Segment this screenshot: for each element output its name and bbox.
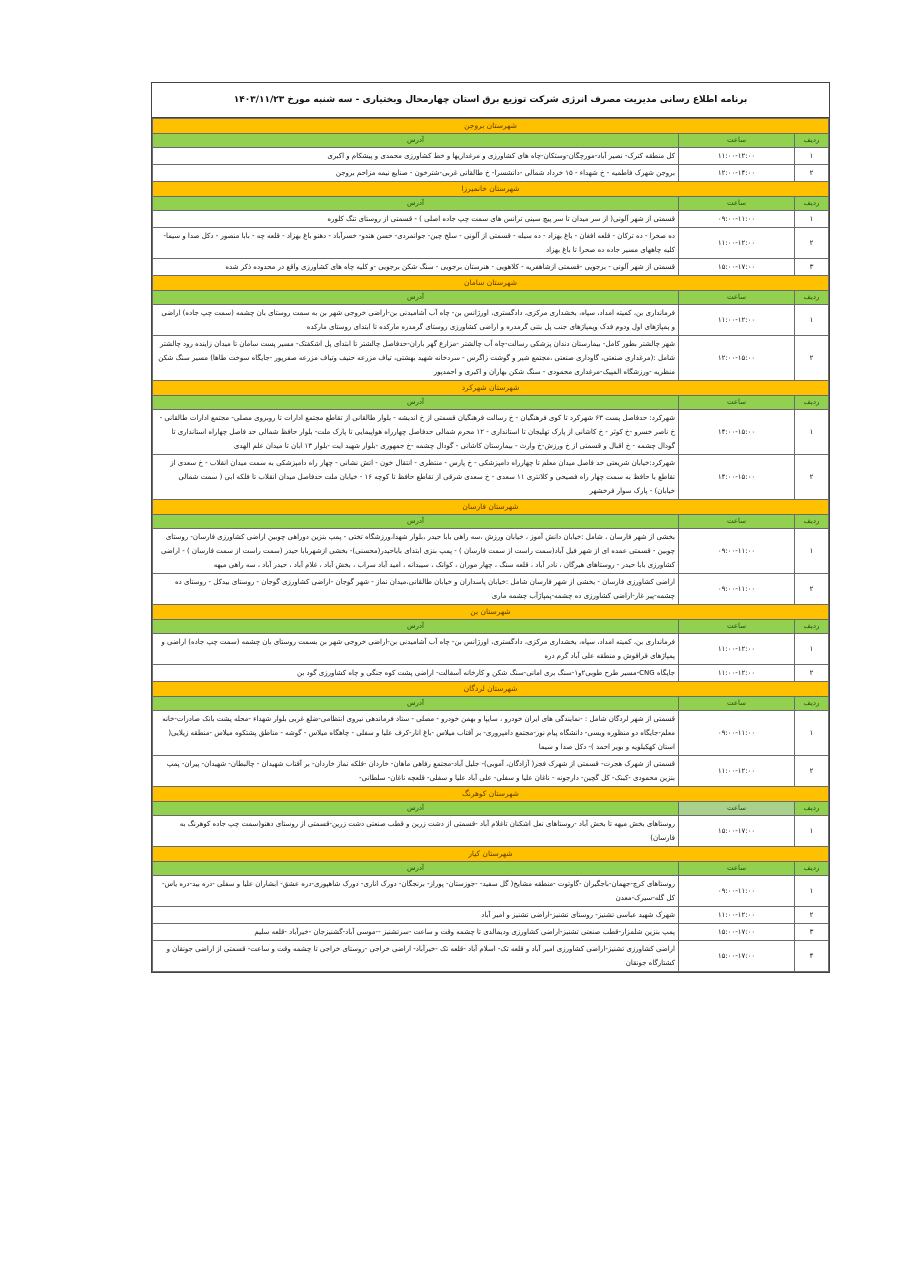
outage-time: ۱۱:۰۰-۱۲:۰۰ [679, 148, 795, 165]
county-name: شهرستان فارسان [153, 500, 829, 515]
col-header-time: ساعت [679, 396, 795, 410]
outage-time: ۱۲:۰۰-۱۴:۰۰ [679, 165, 795, 182]
county-row [153, 682, 829, 697]
col-header-time: ساعت [679, 620, 795, 634]
table-row [153, 924, 829, 941]
county-row [153, 276, 829, 291]
outage-time: ۱۱:۰۰-۱۲:۰۰ [679, 756, 795, 787]
outage-address: بروجن شهرک فاطمیه - خ شهداء - ۱۵ خرداد شمالی -دانشسرا- خ طالقانی غربی-شترخون - صنایع نیمه مزاحم بروجن [153, 165, 679, 182]
table-row [153, 165, 829, 182]
row-number: ۱ [795, 876, 829, 907]
column-header-row [153, 862, 829, 876]
county-name: شهرستان بروجن [153, 119, 829, 134]
table-row [153, 941, 829, 972]
outage-time: ۰۹:۰۰-۱۱:۰۰ [679, 711, 795, 756]
table-row [153, 336, 829, 381]
col-header-address: آدرس [153, 697, 679, 711]
col-header-address: آدرس [153, 396, 679, 410]
outage-address: بخشی از شهر فارسان ، شامل :خیابان دانش آموز ، خیابان ورزش ،سه راهی بابا حیدر ،بلوار شهدا،ورزشگاه تختی - پمپ بنزین دوراهی چوبین اراضی کشاورزی فارسان- روستای چوبین - قسمتی عمده ای از شهر فیل آباد(سمت راست از سمت فارسان ) - پمپ بنزی ابتدای باباحیدر(محسنی)- بخشی ازشهربابا حیدر (سمت راست از سمت فارسان ) - اراضی کشاورزی بابا حیدر - روستاهای هیرگان ، نادر آباد ، قلعه سنگ ، چهار موران ، کوانک ، سیبدانه ، امید آباد سراب ، بخش آباد ، غلام آباد ، حیدر آباد ، سه راهی میهه [153, 529, 679, 574]
county-name: شهرستان کوهرنگ [153, 787, 829, 802]
table-row [153, 410, 829, 455]
outage-time: ۱۱:۰۰-۱۲:۰۰ [679, 907, 795, 924]
table-row [153, 634, 829, 665]
outage-address: جایگاه CNG-مسیر طرح طوبی۲و۱-سنگ بری امانی-سنگ شکن و کارخانه آسفالت- اراضی پشت کوه جنگی و چاه کشاورزی گود بن [153, 665, 679, 682]
column-header-row [153, 620, 829, 634]
column-header-row [153, 197, 829, 211]
county-row [153, 500, 829, 515]
outage-address: قسمتی از شهر لردگان شامل : -نمایندگی های ایران خودرو ، سایپا و بهمن خودرو - مصلی - ستاد فرماندهی نیروی انتظامی-ضلع غربی بلوار شهداء -محله پشت بانک صادرات-خانه معلم-جایگاه دو منظوره ویسی- دانشگاه پیام نور-مجتمع دامپروری- بر آفتاب میلاس -باغ انار-کرف علیا و سفلی - چاهگاه میلاس - گوشه - مناطق پشتکوه میلاس -منطقه زیلایی( استان کهکیلویه و بویر احمد )- دکل صدا و سیما [153, 711, 679, 756]
row-number: ۲ [795, 665, 829, 682]
outage-address: قسمتی از شهر آلونی - برجویی -قسمتی ازشاهفریه - کلاهویی - هنرستان برجویی - سنگ شکن برجویی -و کلیه چاه های کشاورزی واقع در محدوده ذکر شده [153, 259, 679, 276]
row-number: ۲ [795, 907, 829, 924]
outage-time: ۱۵:۰۰-۱۷:۰۰ [679, 941, 795, 972]
outage-address: اراضی کشاورزی تشنیز-اراضی کشاورزی امیر آباد و قلعه تک- اسلام آباد -قلعه تک -خیرآباد- اراضی خراجی -روستای خراجی تا چشمه وقت و ساعت- قسمتی از اراضی جونقان و کشتارگاه جونقان [153, 941, 679, 972]
table-row [153, 665, 829, 682]
outage-address: شهرک شهید عباسی تشنیز- روستای تشنیز-اراضی تشنیز و امیر آباد [153, 907, 679, 924]
table-row [153, 259, 829, 276]
county-name: شهرستان خانمیرزا [153, 182, 829, 197]
col-header-address: آدرس [153, 862, 679, 876]
col-header-address: آدرس [153, 802, 679, 816]
outage-address: فرمانداری بن، کمیته امداد، سپاه، بخشداری مرکزی، دادگستری، اورژانس بن- چاه آب آشامیدنی بن-اراضی خروجی شهر بن بسمت روستای بان چشمه (سمت چپ جاده) اراضی و پمپاژهای قراقوش و منطقه علی آباد گرم دره [153, 634, 679, 665]
col-header-row-number: ردیف [795, 134, 829, 148]
county-row [153, 605, 829, 620]
col-header-row-number: ردیف [795, 697, 829, 711]
col-header-row-number: ردیف [795, 515, 829, 529]
col-header-row-number: ردیف [795, 291, 829, 305]
row-number: ۱ [795, 634, 829, 665]
table-row [153, 455, 829, 500]
row-number: ۱ [795, 816, 829, 847]
outage-time: ۰۹:۰۰-۱۱:۰۰ [679, 574, 795, 605]
col-header-row-number: ردیف [795, 197, 829, 211]
row-number: ۲ [795, 165, 829, 182]
col-header-row-number: ردیف [795, 862, 829, 876]
outage-time: ۰۹:۰۰-۱۱:۰۰ [679, 876, 795, 907]
outage-address: قسمتی از شهر آلونی( از سر میدان تا سر پیچ سینی ترانس های سمت چپ جاده اصلی ) - قسمتی از روستای تنگ کلوره [153, 211, 679, 228]
col-header-time: ساعت [679, 862, 795, 876]
outage-address: ده صحرا - ده ترکان - قلعه افغان - باغ بهزاد - ده سیله - قسمتی از آلونی - سلخ چین- جوانمردی- حسن هندو- خسرآباد - دهنو باغ بهزاد - قلعه چه - بابا منصور - دکل صدا و سیما-کلیه چاههای مسیر جاده ده صحرا تا باغ بهزاد [153, 228, 679, 259]
table-row [153, 574, 829, 605]
outage-address: روستاهای بخش میهه تا بخش آباد -روستاهای نعل اشکنان تاغلام آباد -قسمتی از دشت زرین و قطب صنعتی دشت زرین-قسمتی از روستای دهنو(سمت چپ جاده کوهرنگ به فارسان) [153, 816, 679, 847]
row-number: ۱ [795, 211, 829, 228]
column-header-row [153, 802, 829, 816]
column-header-row [153, 697, 829, 711]
table-row [153, 228, 829, 259]
row-number: ۲ [795, 228, 829, 259]
column-header-row [153, 134, 829, 148]
county-name: شهرستان شهرکرد [153, 381, 829, 396]
col-header-address: آدرس [153, 515, 679, 529]
col-header-address: آدرس [153, 620, 679, 634]
table-row [153, 816, 829, 847]
outage-address: شهر چالشتر بطور کامل- بیمارستان دندان پزشکی رسالت-چاه آب چالشتر -مزارع گهر باران-حدفاصل چالشتر تا ابتدای پل اشکفتک- مسیر پست سامان تا میدان زاینده رود چالشتر شامل :(مرغداری صنعتی، گاوداری صنعتی ،مجتمع شیر و گوشت زاگرس - سردخانه شهید بهشتی، تیاف مزرعه حنیف وتیاف مزرعه صفرپور -جایگاه سوخت طاها) مسیر سنگ شکن منظریه -ورزشگاه المپیک-مرغداری محمودی - سنگ شکن بهاران و اکبری و احمدپور [153, 336, 679, 381]
county-row [153, 787, 829, 802]
row-number: ۴ [795, 941, 829, 972]
col-header-time: ساعت [679, 291, 795, 305]
row-number: ۱ [795, 410, 829, 455]
table-row [153, 211, 829, 228]
col-header-time: ساعت [679, 515, 795, 529]
col-header-address: آدرس [153, 134, 679, 148]
row-number: ۲ [795, 455, 829, 500]
county-name: شهرستان لردگان [153, 682, 829, 697]
outage-time: ۱۵:۰۰-۱۷:۰۰ [679, 924, 795, 941]
row-number: ۲ [795, 756, 829, 787]
outage-address: فرمانداری بن، کمیته امداد، سپاه، بخشداری مرکزی، دادگستری، اورژانس بن- چاه آب آشامیدنی بن-اراضی خروجی شهر بن به سمت روستای بان چشمه (سمت چپ جاده) اراضی و پمپاژهای اول ودوم فدک وپمپاژهای جنب پل بتنی گرمدره و اراضی کشاورزی روستای گرمدره مارکده تا ابتدای روستای مارکده [153, 305, 679, 336]
col-header-row-number: ردیف [795, 396, 829, 410]
column-header-row [153, 515, 829, 529]
table-row [153, 305, 829, 336]
outage-time: ۱۵:۰۰-۱۷:۰۰ [679, 259, 795, 276]
row-number: ۳ [795, 924, 829, 941]
table-row [153, 876, 829, 907]
outage-time: ۱۱:۰۰-۱۲:۰۰ [679, 634, 795, 665]
row-number: ۲ [795, 336, 829, 381]
county-row [153, 182, 829, 197]
outage-time: ۱۲:۰۰-۱۵:۰۰ [679, 336, 795, 381]
county-name: شهرستان کیار [153, 847, 829, 862]
col-header-row-number: ردیف [795, 620, 829, 634]
outage-time: ۱۱:۰۰-۱۲:۰۰ [679, 665, 795, 682]
outage-address: شهرکرد: حدفاصل پست ۶۳ شهرکرد تا کوی فرهنگیان - خ رسالت فرهنگیان قسمتی از خ اندیشه - بلوار طالقانی از تقاطع مجتمع ادارات تا روبروی مصلی- مجتمع ادارات طالقانی - خ ناصر خسرو -خ کوثر - خ کاشانی از پارک تهلیجان تا استانداری - ۱۲ محرم شمالی حدفاصل چهارراه هواپیمایی تا پارک ملت- بلوار حافظ شمالی حد فاصل چهاراه استانداری تا گودال چشمه - خ اقبال و قسمتی از خ ورزش-خ وارث - بیمارستان کاشانی - گودال چشمه -خ جمهوری -بلوار شهید ایت -بلوار ۱۳ ابان تا میدان علم الهدی [153, 410, 679, 455]
table-row [153, 756, 829, 787]
outage-time: ۱۱:۰۰-۱۲:۰۰ [679, 305, 795, 336]
col-header-time: ساعت [679, 697, 795, 711]
row-number: ۲ [795, 574, 829, 605]
row-number: ۱ [795, 305, 829, 336]
outage-time: ۱۱:۰۰-۱۲:۰۰ [679, 228, 795, 259]
col-header-time: ساعت [679, 134, 795, 148]
row-number: ۳ [795, 259, 829, 276]
outage-address: کل منطقه کترک- نصیر آباد-مورچگان-وستکان-چاه های کشاورزی و مرغداریها و خط کشاورزی محمدی و پیشکام و اکبری [153, 148, 679, 165]
outage-address: روستاهای کرچ-جهمان-باجگیران -گاوتوت -منطقه مشایخ( گل سفید- -جوزستان- پوراز- برنجگان- دورک اناری- دورک شاهپوری-دره عشق- ابشاران علیا و سفلی -دره بید-دره یاس-کل گله-سیرک-معدن [153, 876, 679, 907]
col-header-time: ساعت [679, 802, 795, 816]
col-header-row-number: ردیف [795, 802, 829, 816]
county-name: شهرستان سامان [153, 276, 829, 291]
outage-table [152, 118, 829, 972]
outage-time: ۱۴:۰۰-۱۵:۰۰ [679, 410, 795, 455]
page-title: برنامه اطلاع رسانی مدیریت مصرف انرژی شرکت توزیع برق استان چهارمحال وبختیاری - سه شنبه مورخ ۱۴۰۳/۱۱/۲۳ [152, 83, 829, 118]
outage-address: پمپ بنزین شلمزار-قطب صنعتی تشنیز-اراضی کشاورزی ودیمالدی تا چشمه وقت و ساعت -سرتشنیز --موسی آباد-گشنیزجان -خیرآباد -قلعه سلیم [153, 924, 679, 941]
row-number: ۱ [795, 148, 829, 165]
table-row [153, 529, 829, 574]
schedule-sheet [151, 82, 830, 973]
col-header-address: آدرس [153, 197, 679, 211]
column-header-row [153, 396, 829, 410]
col-header-address: آدرس [153, 291, 679, 305]
row-number: ۱ [795, 529, 829, 574]
outage-address: شهرکرد:خیابان شریعتی حد فاصل میدان معلم تا چهارراه دامپزشکی - خ پارس - منتظری - انتقال خون - اتش نشانی - چهار راه دامپزشکی به سمت میدان انقلاب - خ سعدی از تقاطع با حافظ به سمت چهار راه فصیحی و کلانتری ۱۱ سعدی - خ سعدی شرقی از تقاطع حافظ تا کوچه ۱۶ - خیابان ملت حدفاصل میدان انقلاب تا فلکه ابی ( سمت شمالی خیابان) - پارک سوار فرخشهر [153, 455, 679, 500]
county-name: شهرستان بن [153, 605, 829, 620]
table-row [153, 907, 829, 924]
county-row [153, 847, 829, 862]
county-row [153, 119, 829, 134]
table-row [153, 711, 829, 756]
outage-time: ۱۴:۰۰-۱۵:۰۰ [679, 455, 795, 500]
row-number: ۱ [795, 711, 829, 756]
outage-time: ۱۵:۰۰-۱۷:۰۰ [679, 816, 795, 847]
outage-time: ۰۹:۰۰-۱۱:۰۰ [679, 529, 795, 574]
outage-time: ۰۹:۰۰-۱۱:۰۰ [679, 211, 795, 228]
outage-address: اراضی کشاورزی فارسان - بخشی از شهر فارسان شامل :خیابان پاسداران و خیابان طالقانی،میدان نماز - شهر گوجان -اراضی کشاورزی گوجان - روستای بیدکل - روستای ده چشمه-پیر غار-اراضی کشاورزی ده چشمه-پمپاژآب چشمه ماری [153, 574, 679, 605]
outage-address: قسمتی از شهرک هجرت- قسمتی از شهرک فجر( آزادگان، آموبی)- جلیل آباد-مجتمع رفاهی ماهان- خاردان -فلکه نماز خاردان- بر آفتاب شهیدان - چالبطان- شهیدان- پیران- پمپ بنزین محمودی -کینک- کل گچین- دارجونه - ناغان علیا و سفلی- علی آباد علیا و سفلی- قلعچه ناغان- سلطانی- [153, 756, 679, 787]
county-row [153, 381, 829, 396]
col-header-time: ساعت [679, 197, 795, 211]
table-row [153, 148, 829, 165]
column-header-row [153, 291, 829, 305]
